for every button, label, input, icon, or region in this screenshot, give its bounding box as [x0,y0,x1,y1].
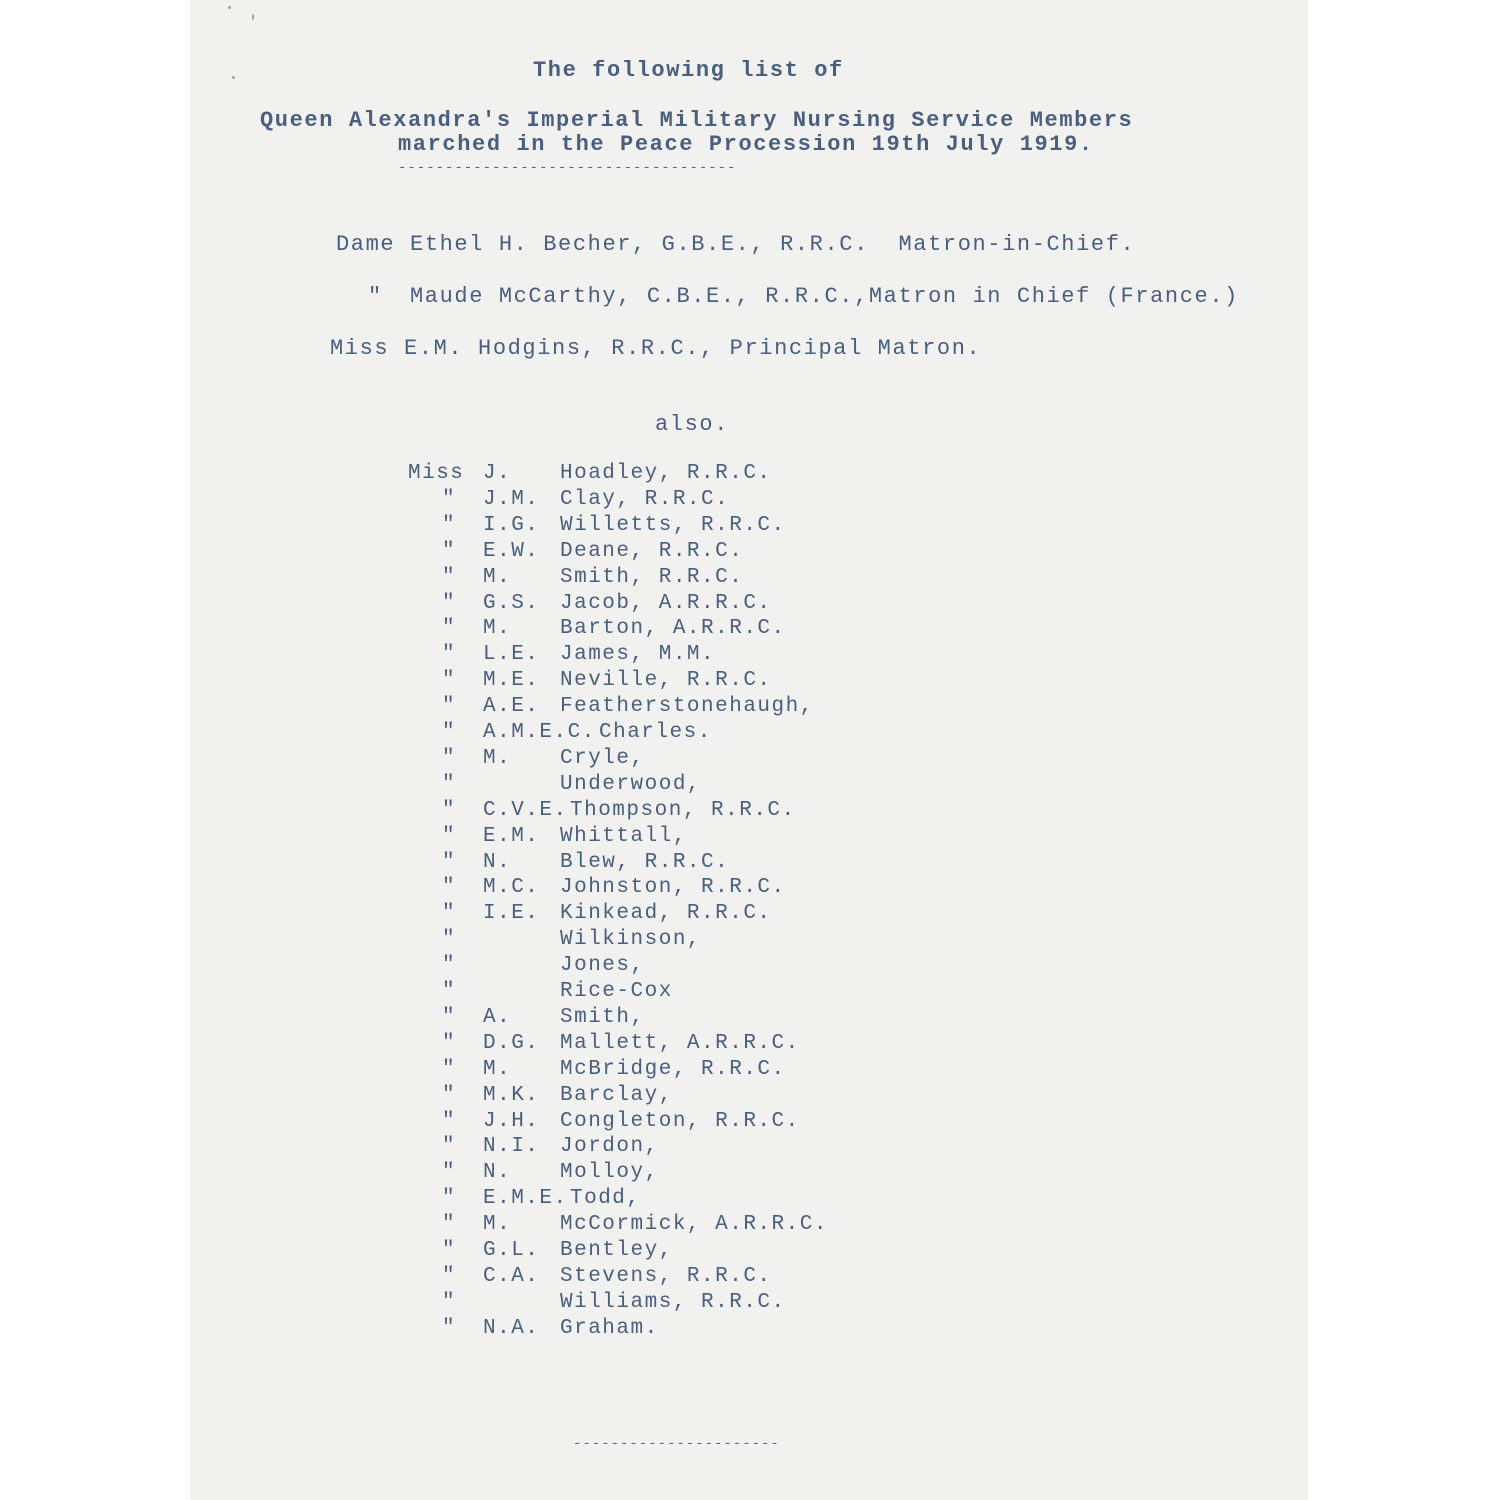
ditto-mark: " [442,1083,457,1107]
member-name: Williams, R.R.C. [560,1290,786,1314]
member-initials: A.E. [483,695,540,719]
member-name: Stevens, R.R.C. [560,1264,772,1288]
ditto-mark: " [442,487,457,511]
member-name: Jones, [560,954,645,978]
paper-speck [232,76,235,79]
member-name: Whittall, [560,824,687,848]
member-name: Todd, [570,1187,641,1211]
ditto-mark: " [442,824,457,848]
member-initials: I.E. [483,902,540,926]
principal-hodgins: Miss E.M. Hodgins, R.R.C., Principal Matron. [330,336,982,361]
member-name: McBridge, R.R.C. [560,1057,786,1081]
member-initials: N. [483,1161,512,1185]
member-initials: A. [483,1005,512,1029]
member-name: Underwood, [560,772,702,796]
member-name: Molloy, [560,1161,659,1185]
member-name: Jordon, [560,1135,659,1159]
member-initials: E.W. [483,539,540,563]
ditto-mark: " [442,695,457,719]
member-name: McCormick, A.R.R.C. [560,1213,828,1237]
member-name: Johnston, R.R.C. [560,876,786,900]
ditto-mark: " [442,721,457,744]
member-name: Congleton, R.R.C. [560,1109,800,1133]
member-name: Mallett, A.R.R.C. [560,1031,800,1055]
member-initials: M. [483,1213,512,1237]
ditto-mark: " [442,902,457,926]
member-initials: C.V.E. [483,798,568,822]
header-line-3: marched in the Peace Procession 19th July 1919. [398,132,1094,157]
member-initials: C.A. [483,1264,540,1288]
member-name: Blew, R.R.C. [560,850,730,874]
ditto-mark: " [442,1239,457,1262]
member-name: Bentley, [560,1239,673,1262]
member-name: Charles. [599,721,712,744]
member-initials: A.M.E.C. [483,721,596,744]
ditto-mark: " [442,980,457,1003]
ditto-mark: " [442,1264,457,1288]
ditto-mark: " [442,928,457,952]
member-initials: E.M. [483,824,540,848]
footer-rule: ---------------------- [573,1436,780,1452]
ditto-mark: " [442,1316,457,1340]
member-name: Deane, R.R.C. [560,539,744,563]
member-initials: M.E. [483,669,540,693]
member-name: Rice-Cox [560,980,673,1003]
member-initials: M.K. [483,1083,540,1107]
ditto-mark: " [442,1135,457,1159]
member-name: Featherstonehaugh, [560,695,814,719]
ditto-mark: " [442,876,457,900]
ditto-mark: " [442,565,457,589]
ditto-mark: " [442,1057,457,1081]
member-name: Hoadley, R.R.C. [560,462,772,485]
ditto-mark: " [442,1005,457,1029]
member-initials: J.M. [483,487,540,511]
also-label: also. [655,412,730,437]
ditto-mark: " [442,1109,457,1133]
ditto-mark: " [442,772,457,796]
member-initials: N.A. [483,1316,540,1340]
ditto-mark: " [442,617,457,641]
ditto-mark: " [442,513,457,537]
member-initials: E.M.E. [483,1187,568,1211]
member-name: Neville, R.R.C. [560,669,772,693]
member-initials: M. [483,565,512,589]
ditto-mark: " [368,284,383,309]
member-initials: N. [483,850,512,874]
member-initials: L.E. [483,643,540,667]
ditto-mark: " [442,1031,457,1055]
member-name: Barclay, [560,1083,673,1107]
member-name: Graham. [560,1316,659,1340]
header-line-1: The following list of [533,58,844,83]
member-initials: J. [483,462,512,485]
member-name: Wilkinson, [560,928,702,952]
ditto-mark: " [442,746,457,770]
member-name: Smith, [560,1005,645,1029]
member-name: Willetts, R.R.C. [560,513,786,537]
member-name: Cryle, [560,746,645,770]
header-rule: ------------------------------------ [398,160,737,176]
member-name: James, M.M. [560,643,716,667]
member-name: Barton, A.R.R.C. [560,617,786,641]
member-name: Thompson, R.R.C. [570,798,796,822]
ditto-mark: " [442,643,457,667]
ditto-mark: " [442,798,457,822]
member-initials: G.L. [483,1239,540,1262]
ditto-mark: " [442,669,457,693]
member-initials: J.H. [483,1109,540,1133]
paper-speck [252,14,254,20]
member-initials: I.G. [483,513,540,537]
member-initials: G.S. [483,591,540,615]
ditto-mark: " [442,1187,457,1211]
member-initials: M. [483,746,512,770]
ditto-mark: " [442,954,457,978]
ditto-mark: " [442,1290,457,1314]
member-initials: M.C. [483,876,540,900]
principal-becher: Dame Ethel H. Becher, G.B.E., R.R.C. Matron-in-Chief. [336,232,1136,257]
header-line-2: Queen Alexandra's Imperial Military Nursing Service Members [260,108,1134,133]
paper-speck [228,6,231,9]
ditto-mark: " [442,591,457,615]
member-name: Kinkead, R.R.C. [560,902,772,926]
ditto-mark: " [442,539,457,563]
ditto-mark: " [442,1213,457,1237]
member-name: Jacob, A.R.R.C. [560,591,772,615]
member-initials: M. [483,617,512,641]
ditto-mark: " [442,850,457,874]
member-initials: M. [483,1057,512,1081]
principal-mccarthy: Maude McCarthy, C.B.E., R.R.C.,Matron in Chief (France.) [410,284,1239,309]
member-initials: D.G. [483,1031,540,1055]
title-miss: Miss [408,462,465,485]
member-name: Clay, R.R.C. [560,487,730,511]
member-initials: N.I. [483,1135,540,1159]
member-name: Smith, R.R.C. [560,565,744,589]
ditto-mark: " [442,1161,457,1185]
